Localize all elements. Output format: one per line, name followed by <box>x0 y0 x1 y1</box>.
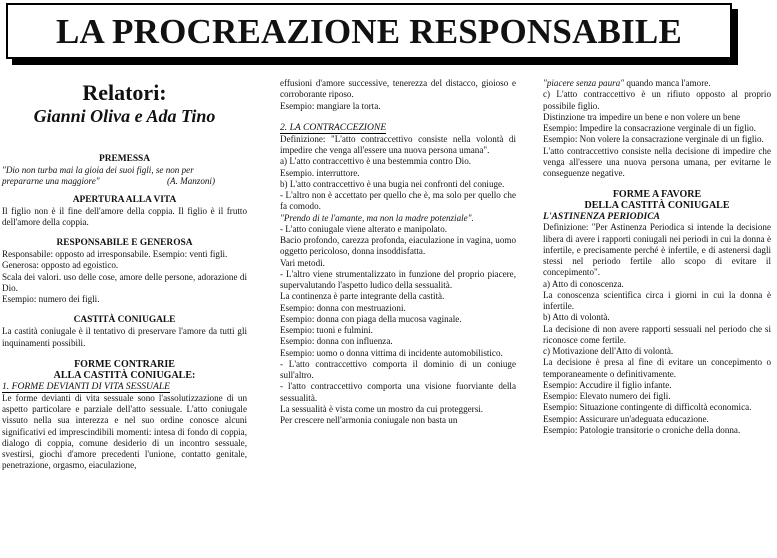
contraccezione-b9: Per crescere nell'armonia coniugale non basta un <box>280 415 458 425</box>
contraccezione-b8: La sessualità è vista come un mostro da cui proteggersi. <box>280 403 484 414</box>
astinenza-c: c) Motivazione dell'Atto di volontà. <box>543 346 674 356</box>
speakers-names: Gianni Oliva e Ada Tino <box>33 106 216 126</box>
premessa-quote-author: (A. Manzoni) <box>167 176 215 187</box>
contraccezione-b4: Bacio profondo, carezza profonda, eiaculazione in vagina, uomo oggetto pericoloso, donna insoddisfatta. <box>280 235 516 257</box>
column-1 <box>2 80 247 472</box>
astinenza-esempio: Esempio: Assicurare un'adeguata educazione. <box>543 413 709 424</box>
contraccezione-esempio: Esempio: uomo o donna vittima di incidente automobilistico. <box>280 347 503 358</box>
title-banner <box>6 3 732 59</box>
apertura-text: Il figlio non è il fine dell'amore della coppia. Il figlio è il frutto dell'amore della coppia. <box>2 205 247 227</box>
astinenza-esempio: Esempio: Elevato numero dei figli. <box>543 391 671 401</box>
premessa-heading: PREMESSA <box>98 154 151 164</box>
astinenza-b-text: La decisione di non avere rapporti sessuali nel periodo che si riconosce come fertile. <box>543 323 771 345</box>
contraccezione-definizione: Definizione: "L'atto contraccettivo consiste nella volontà di impedire che venga all'essere una nuova persona umana". <box>280 133 516 155</box>
contraccezione-esempio: Esempio: donna con influenza. <box>280 336 393 347</box>
contraccezione-b: b) L'atto contraccettivo è una bugia nei confronti del coniuge. <box>280 178 505 189</box>
forme-favore-heading-1: FORME A FAVORE <box>612 189 702 201</box>
contraccezione-esempio: Esempio: donna con mestruazioni. <box>280 302 406 313</box>
astinenza-esempio: Esempio: Patologie transitorie o croniche della donna. <box>543 424 741 435</box>
contraccezione-c: c) L'atto contraccettivo è un rifiuto opposto al proprio possibile figlio. <box>543 89 771 111</box>
contraccezione-a-esempio: Esempio. interruttore. <box>280 167 360 178</box>
astinenza-a-text: La conoscenza scientifica circa i giorni in cui la donna è infertile. <box>543 289 771 311</box>
astinenza-esempio: Esempio: Accudire il figlio infante. <box>543 379 672 390</box>
distinzione-text: Distinzione tra impedire un bene e non volere un bene <box>543 111 741 122</box>
astinenza-a: a) Atto di conoscenza. <box>543 278 624 289</box>
contraccezione-quote: "Prendo di te l'amante, ma non la madre potenziale". <box>280 212 474 223</box>
contraccezione-vari: Vari metodi. <box>280 257 325 268</box>
responsabile-line: Generosa: opposto ad egoistico. <box>2 260 119 271</box>
forme-devianti-subheading: 1. FORME DEVIANTI DI VITA SESSUALE <box>2 380 171 392</box>
contraccezione-b6: - L'atto contraccettivo comporta il dominio di un coniuge sull'altro. <box>280 358 516 380</box>
continuation-text: effusioni d'amore successive, tenerezza del distacco, gioioso e corroborante riposo. <box>280 78 516 100</box>
forme-contrarie-heading-1: FORME CONTRARIE <box>74 358 175 370</box>
page-title: LA PROCREAZIONE RESPONSABILE <box>55 12 682 51</box>
astinenza-b: b) Atto di volontà. <box>543 312 610 323</box>
astinenza-subheading: L'ASTINENZA PERIODICA <box>543 211 661 223</box>
premessa-quote-line2: prepararne una maggiore" <box>2 176 100 187</box>
responsabile-heading: RESPONSABILE E GENEROSA <box>56 238 193 248</box>
castita-heading: CASTITÀ CONIUGALE <box>73 315 176 326</box>
contraccezione-c2: L'atto contraccettivo consiste nella decisione di impedire che venga all'essere una nuova persona umana, per evitarne le conseguenze negative. <box>543 145 771 178</box>
contraccezione-continenza: La continenza è parte integrante della castità. <box>280 291 445 302</box>
continuation-rest: quando manca l'amore. <box>624 78 711 88</box>
esempio-non-volere: Esempio: Non volere la consacrazione verginale di un figlio. <box>543 134 764 145</box>
forme-contrarie-heading-2: ALLA CASTITÀ CONIUGALE: <box>53 369 196 381</box>
forme-devianti-text: Le forme devianti di vita sessuale sono l'assolutizzazione di un aspetto particolare e parziale dell'atto sessuale. L'atto coniugale vissuto nella sua interezza e nel suo ordine conosce alcuni significativi ed imprescindibili momenti: intesa di fondo di coppia, dialogo di coppia, comune desiderio di un incontro sessuale, svestirsi, giochi d'amore precedenti l'unione, contatto genitale, penetrazione, orgasmo, eiaculazione, <box>2 392 247 471</box>
responsabile-line: Responsabile: opposto ad irresponsabile. Esempio: venti figli. <box>2 249 228 259</box>
continuation-quote: "piacere senza paura" <box>543 78 625 88</box>
column-3 <box>543 78 771 436</box>
apertura-heading: APERTURA ALLA VITA <box>72 194 177 205</box>
esempio-torta: Esempio: mangiare la torta. <box>280 100 381 111</box>
contraccezione-b2: - L'altro non è accettato per quello che è, ma solo per quello che fa comodo. <box>280 190 516 212</box>
responsabile-line: Scala dei valori. uso delle cose, amore delle persone, adorazione di Dio. <box>2 271 247 293</box>
contraccezione-b7: - l'atto contraccettivo comporta una visione fuorviante della sessualità. <box>280 381 516 403</box>
contraccezione-esempio: Esempio: tuoni e fulmini. <box>280 325 373 335</box>
contraccezione-a: a) L'atto contraccettivo è una bestemmia contro Dio. <box>280 156 472 167</box>
speakers-heading: Relatori: <box>82 80 167 105</box>
premessa-quote-line1: "Dio non turba mai la gioia dei suoi figli, se non per <box>2 165 194 175</box>
contraccezione-esempio: Esempio: donna con piaga della mucosa vaginale. <box>280 313 462 324</box>
contraccezione-b3: - L'atto coniugale viene alterato e manipolato. <box>280 223 448 234</box>
contraccezione-subheading: 2. LA CONTRACCEZIONE <box>280 121 387 133</box>
contraccezione-b5: - L'altro viene strumentalizzato in funzione del proprio piacere, supervalutando l'aspetto ludico della sessualità. <box>280 268 516 290</box>
esempio-impedire: Esempio: Impedire la consacrazione verginale di un figlio. <box>543 123 756 133</box>
forme-favore-heading-2: DELLA CASTITÀ CONIUGALE <box>584 200 730 212</box>
astinenza-definizione: Definizione: "Per Astinenza Periodica si intende la decisione libera di avere i rapporti coniugali nei periodi in cui la donna è infertile, e precisamente perché è infertile, e di astenersi dagli stessi nel periodo fertile allo scopo di evitare il concepimento". <box>543 222 771 278</box>
speakers-block <box>2 80 247 127</box>
astinenza-c-text: La decisione è presa al fine di evitare un concepimento o temporaneamente o definitivamente. <box>543 357 771 379</box>
astinenza-esempio: Esempio: Situazione contingente di difficoltà economica. <box>543 402 752 413</box>
premessa-quote-row <box>2 176 247 187</box>
responsabile-line: Esempio: numero dei figli. <box>2 294 100 304</box>
column-2 <box>280 78 516 426</box>
castita-text: La castità coniugale è il tentativo di preservare l'amore da tutti gli inquinamenti possibili. <box>2 326 247 348</box>
continuation-line <box>543 78 771 89</box>
